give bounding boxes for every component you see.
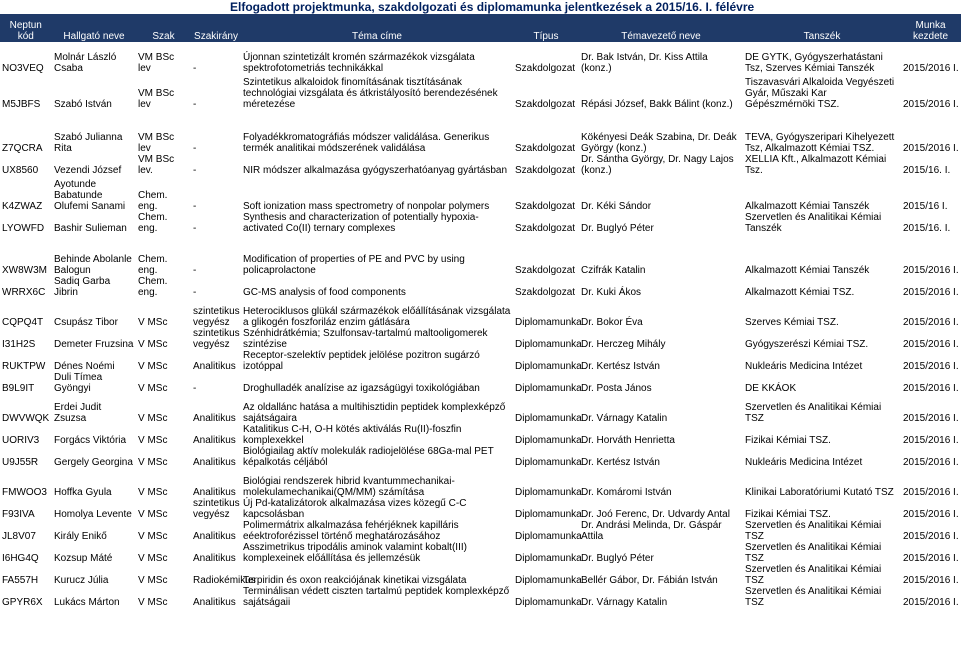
- cell-irany[interactable]: Analitikus: [193, 553, 236, 564]
- cell-nev[interactable]: Király Enikő: [54, 531, 107, 542]
- table-row: [0, 42, 960, 74]
- cell-kezdet[interactable]: 2015/16. I.: [903, 165, 951, 176]
- cell-tanszek[interactable]: DE KKÁOK: [745, 383, 797, 394]
- cell-tema[interactable]: Biológiailag aktív molekulák radiojelölése 68Ga-mal PET képalkotás céljából: [243, 446, 494, 468]
- sheet-title: Elfogadott projektmunka, szakdolgozati és diplomamunka jelentkezések a 2015/16. I. félévre: [230, 0, 755, 14]
- cell-tanszek[interactable]: Klinikai Laboratóriumi Kutató TSZ: [745, 487, 894, 498]
- table-body: [0, 42, 960, 608]
- table-row: [0, 234, 960, 276]
- cell-irany[interactable]: -: [193, 383, 197, 394]
- cell-tema[interactable]: Droghulladék analízise az igazságügyi toxikológiában: [243, 383, 480, 394]
- table-row: [0, 328, 960, 350]
- cell-kezdet[interactable]: 2015/2016 I.: [903, 435, 959, 446]
- header-tema[interactable]: Téma címe: [241, 14, 513, 42]
- cell-szak[interactable]: V MSc: [138, 457, 168, 468]
- cell-irany[interactable]: -: [193, 201, 197, 212]
- cell-szak[interactable]: V MSc: [138, 553, 168, 564]
- cell-nev[interactable]: Gergely Georgina: [54, 457, 133, 468]
- cell-tipus[interactable]: Diplomamunka: [515, 361, 582, 372]
- table-row: [0, 542, 960, 564]
- cell-kezdet[interactable]: 2015/2016 I.: [903, 487, 959, 498]
- cell-vezeto[interactable]: Répási József, Bakk Bálint (konz.): [581, 99, 733, 110]
- cell-vezeto[interactable]: Czifrák Katalin: [581, 265, 646, 276]
- cell-nev[interactable]: Bashir Sulieman: [54, 223, 127, 234]
- cell-szak[interactable]: VM BSc lev: [138, 88, 175, 110]
- cell-vezeto[interactable]: Dr. Buglyó Péter: [581, 223, 654, 234]
- cell-szak[interactable]: V MSc: [138, 317, 168, 328]
- cell-szak[interactable]: V MSc: [138, 575, 168, 586]
- header-name[interactable]: Hallgató neve: [52, 14, 136, 42]
- table-row: [0, 212, 960, 234]
- cell-kod[interactable]: XW8W3M: [2, 265, 47, 276]
- cell-nev[interactable]: Duli Tímea Gyöngyi: [54, 372, 103, 394]
- cell-irany[interactable]: Analitikus: [193, 531, 236, 542]
- cell-szak[interactable]: V MSc: [138, 413, 168, 424]
- cell-irany[interactable]: Analitikus: [193, 435, 236, 446]
- cell-irany[interactable]: Analitikus: [193, 457, 236, 468]
- cell-tema[interactable]: Soft ionization mass spectrometry of nonpolar polymers: [243, 201, 490, 212]
- cell-tanszek[interactable]: Szervetlen és Analitikai Kémiai Tanszék: [745, 212, 882, 234]
- cell-nev[interactable]: Szabó Julianna Rita: [54, 132, 123, 154]
- cell-tanszek[interactable]: Szervetlen és Analitikai Kémiai TSZ: [745, 402, 882, 424]
- header-tipus[interactable]: Típus: [513, 14, 579, 42]
- cell-kod[interactable]: F93IVA: [2, 509, 35, 520]
- cell-kezdet[interactable]: 2015/2016 I.: [903, 413, 959, 424]
- table-row: [0, 446, 960, 468]
- cell-irany[interactable]: szintetikus vegyész: [193, 306, 240, 328]
- cell-nev[interactable]: Dénes Noémi: [54, 361, 115, 372]
- cell-tipus[interactable]: Diplomamunka: [515, 487, 582, 498]
- cell-vezeto[interactable]: Dr. Várnagy Katalin: [581, 413, 668, 424]
- cell-kod[interactable]: JL8V07: [2, 531, 36, 542]
- header-szakirany[interactable]: Szakirány: [191, 14, 241, 42]
- cell-vezeto[interactable]: Bellér Gábor, Dr. Fábián István: [581, 575, 718, 586]
- table-row: [0, 110, 960, 154]
- cell-irany[interactable]: szintetikus vegyész: [193, 328, 240, 350]
- cell-tema[interactable]: Az oldallánc hatása a multihisztidin peptidek komplexképző sajátságaira: [243, 402, 506, 424]
- cell-tema[interactable]: Heterociklusos glükál származékok előállításának vizsgálata a glikogén foszforiláz enzim gátlására: [243, 306, 511, 328]
- cell-tema[interactable]: Újonnan szintetizált kromén származékok vizsgálata spektrofotometriás technikákkal: [243, 52, 475, 74]
- cell-szak[interactable]: VM BSc lev: [138, 132, 175, 154]
- cell-vezeto[interactable]: Dr. Joó Ferenc, Dr. Udvardy Antal: [581, 509, 730, 520]
- cell-tema[interactable]: Új Pd-katalizátorok alkalmazása vizes közegű C-C kapcsolásban: [243, 498, 467, 520]
- cell-szak[interactable]: Chem. eng.: [138, 190, 168, 212]
- cell-tema[interactable]: Szénhidrátkémia; Szulfonsav-tartalmú maltooligomerek szintézise: [243, 328, 488, 350]
- cell-vezeto[interactable]: Kökényesi Deák Szabina, Dr. Deák György (konz.): [581, 132, 737, 154]
- cell-tanszek[interactable]: Alkalmazott Kémiai Tanszék: [745, 201, 870, 212]
- cell-tanszek[interactable]: Szervetlen és Analitikai Kémiai TSZ: [745, 520, 882, 542]
- table-row: [0, 74, 960, 110]
- cell-tanszek[interactable]: XELLIA Kft., Alkalmazott Kémiai Tsz.: [745, 154, 887, 176]
- cell-vezeto[interactable]: Dr. Horváth Henrietta: [581, 435, 675, 446]
- cell-kod[interactable]: DWVWQK: [2, 413, 50, 424]
- cell-tanszek[interactable]: Tiszavasvári Alkaloida Vegyészeti Gyár, Műszaki Kar Gépészmérnöki TSZ.: [745, 77, 895, 110]
- cell-tipus[interactable]: Szakdolgozat: [515, 165, 576, 176]
- cell-tipus[interactable]: Diplomamunka: [515, 597, 582, 608]
- cell-vezeto[interactable]: Dr. Kéki Sándor: [581, 201, 652, 212]
- cell-kod[interactable]: K4ZWAZ: [2, 201, 43, 212]
- cell-tipus[interactable]: Diplomamunka: [515, 553, 582, 564]
- cell-kod[interactable]: Z7QCRA: [2, 143, 43, 154]
- cell-kod[interactable]: WRRX6C: [2, 287, 46, 298]
- cell-tema[interactable]: Receptor-szelektív peptidek jelölése pozitron sugárzó izotóppal: [243, 350, 480, 372]
- cell-kod[interactable]: UX8560: [2, 165, 39, 176]
- table-row: [0, 154, 960, 176]
- cell-tipus[interactable]: Diplomamunka: [515, 457, 582, 468]
- cell-kezdet[interactable]: 2015/2016 I.: [903, 575, 959, 586]
- cell-tanszek[interactable]: TEVA, Gyógyszeripari Kihelyezett Tsz, Alkalmazott Kémiai TSZ.: [745, 132, 895, 154]
- cell-szak[interactable]: V MSc: [138, 531, 168, 542]
- cell-szak[interactable]: V MSc: [138, 361, 168, 372]
- cell-irany[interactable]: -: [193, 287, 197, 298]
- cell-nev[interactable]: Szabó István: [54, 99, 112, 110]
- cell-kezdet[interactable]: 2015/2016 I.: [903, 339, 959, 350]
- cell-vezeto[interactable]: Dr. Bokor Éva: [581, 317, 643, 328]
- cell-tema[interactable]: Modification of properties of PE and PVC by using policaprolactone: [243, 254, 465, 276]
- cell-szak[interactable]: Chem. eng.: [138, 254, 168, 276]
- cell-nev[interactable]: Forgács Viktória: [54, 435, 127, 446]
- cell-tema[interactable]: Terminálisan védett ciszten tartalmú peptidek komplexképző sajátságaii: [243, 586, 510, 608]
- cell-tema[interactable]: Synthesis and characterization of potentially hypoxia-activated Co(II) ternary complexes: [243, 212, 479, 234]
- cell-nev[interactable]: Lukács Márton: [54, 597, 120, 608]
- cell-tema[interactable]: Polimermátrix alkalmazása fehérjéknek kapilláris eéektroforézissel történő meghatározásához: [243, 520, 459, 542]
- table-row: [0, 424, 960, 446]
- cell-tanszek[interactable]: Alkalmazott Kémiai TSZ.: [745, 287, 855, 298]
- cell-irany[interactable]: Analitikus: [193, 361, 236, 372]
- cell-nev[interactable]: Vezendi József: [54, 165, 122, 176]
- cell-nev[interactable]: Behinde Abolanle Balogun: [54, 254, 132, 276]
- cell-tipus[interactable]: Szakdolgozat: [515, 99, 576, 110]
- cell-kod[interactable]: RUKTPW: [2, 361, 46, 372]
- cell-kod[interactable]: FA557H: [2, 575, 39, 586]
- cell-vezeto[interactable]: Dr. Posta János: [581, 383, 652, 394]
- cell-tanszek[interactable]: Fizikai Kémiai TSZ.: [745, 509, 831, 520]
- cell-irany[interactable]: szintetikus vegyész: [193, 498, 240, 520]
- table-row: [0, 394, 960, 424]
- cell-irany[interactable]: -: [193, 265, 197, 276]
- cell-kod[interactable]: I6HG4Q: [2, 553, 39, 564]
- cell-irany[interactable]: -: [193, 99, 197, 110]
- cell-tipus[interactable]: Diplomamunka: [515, 531, 582, 542]
- cell-tipus[interactable]: Diplomamunka: [515, 317, 582, 328]
- cell-vezeto[interactable]: Dr. Bak István, Dr. Kiss Attila (konz.): [581, 52, 708, 74]
- cell-tanszek[interactable]: DE GYTK, Gyógyszerhatástani Tsz, Szerves Kémiai Tanszék: [745, 52, 883, 74]
- cell-tipus[interactable]: Diplomamunka: [515, 413, 582, 424]
- cell-kezdet[interactable]: 2015/2016 I.: [903, 265, 959, 276]
- cell-kezdet[interactable]: 2015/16 I.: [903, 201, 948, 212]
- cell-szak[interactable]: V MSc: [138, 597, 168, 608]
- cell-irany[interactable]: Analitikus: [193, 487, 236, 498]
- cell-nev[interactable]: Sadiq Garba Jibrin: [54, 276, 111, 298]
- cell-vezeto[interactable]: Dr. Kertész István: [581, 361, 660, 372]
- header-row: [0, 14, 960, 42]
- cell-tipus[interactable]: Szakdolgozat: [515, 63, 576, 74]
- cell-tanszek[interactable]: Alkalmazott Kémiai Tanszék: [745, 265, 870, 276]
- table-row: [0, 498, 960, 520]
- cell-tipus[interactable]: Szakdolgozat: [515, 223, 576, 234]
- cell-tipus[interactable]: Diplomamunka: [515, 339, 582, 350]
- cell-kezdet[interactable]: 2015/2016 I.: [903, 597, 959, 608]
- cell-nev[interactable]: Ayotunde Babatunde Olufemi Sanami: [54, 179, 126, 212]
- cell-tanszek[interactable]: Nukleáris Medicina Intézet: [745, 457, 863, 468]
- cell-tanszek[interactable]: Szerves Kémiai TSZ.: [745, 317, 839, 328]
- cell-tipus[interactable]: Szakdolgozat: [515, 143, 576, 154]
- cell-nev[interactable]: Csupász Tibor: [54, 317, 118, 328]
- cell-vezeto[interactable]: Dr. Sántha György, Dr. Nagy Lajos (konz.): [581, 154, 734, 176]
- cell-vezeto[interactable]: Dr. Herczeg Mihály: [581, 339, 666, 350]
- cell-kezdet[interactable]: 2015/2016 I.: [903, 317, 959, 328]
- cell-irany[interactable]: Analitikus: [193, 597, 236, 608]
- cell-kod[interactable]: LYOWFD: [2, 223, 45, 234]
- cell-tanszek[interactable]: Szervetlen és Analitikai Kémiai TSZ: [745, 586, 882, 608]
- cell-tipus[interactable]: Szakdolgozat: [515, 265, 576, 276]
- cell-kod[interactable]: CQPQ4T: [2, 317, 44, 328]
- header-temavezeto[interactable]: Témavezető neve: [579, 14, 743, 42]
- table-row: [0, 276, 960, 298]
- cell-kezdet[interactable]: 2015/16. I.: [903, 223, 951, 234]
- cell-vezeto[interactable]: Dr. Buglyó Péter: [581, 553, 654, 564]
- cell-tema[interactable]: Asszimetrikus tripodális aminok valamint kobalt(III) komplexeinek előállítása és jellemzésük: [243, 542, 467, 564]
- applications-table: [0, 14, 961, 608]
- cell-kod[interactable]: U9J55R: [2, 457, 39, 468]
- cell-kod[interactable]: FMWOO3: [2, 487, 47, 498]
- cell-szak[interactable]: Chem. eng.: [138, 212, 168, 234]
- cell-kod[interactable]: NO3VEQ: [2, 63, 44, 74]
- table-row: [0, 298, 960, 328]
- cell-vezeto[interactable]: Dr. Kertész István: [581, 457, 660, 468]
- cell-tanszek[interactable]: Szervetlen és Analitikai Kémiai TSZ: [745, 542, 882, 564]
- header-kezdet[interactable]: Munka kezdete: [901, 14, 960, 42]
- cell-tanszek[interactable]: Szervetlen és Analitikai Kémiai TSZ: [745, 564, 882, 586]
- cell-nev[interactable]: Hoffka Gyula: [54, 487, 112, 498]
- cell-kod[interactable]: GPYR6X: [2, 597, 43, 608]
- cell-tanszek[interactable]: Fizikai Kémiai TSZ.: [745, 435, 831, 446]
- cell-nev[interactable]: Homolya Levente: [54, 509, 132, 520]
- cell-kezdet[interactable]: 2015/2016 I.: [903, 457, 959, 468]
- cell-tema[interactable]: GC-MS analysis of food components: [243, 287, 406, 298]
- table-row: [0, 350, 960, 372]
- cell-kezdet[interactable]: 2015/2016 I.: [903, 143, 959, 154]
- cell-kod[interactable]: UORIV3: [2, 435, 40, 446]
- cell-szak[interactable]: V MSc: [138, 487, 168, 498]
- table-row: [0, 372, 960, 394]
- table-row: [0, 520, 960, 542]
- cell-kezdet[interactable]: 2015/2016 I.: [903, 553, 959, 564]
- cell-irany[interactable]: -: [193, 63, 197, 74]
- cell-kod[interactable]: B9L9IT: [2, 383, 35, 394]
- cell-vezeto[interactable]: Dr. Várnagy Katalin: [581, 597, 668, 608]
- cell-nev[interactable]: Molnár László Csaba: [54, 52, 117, 74]
- cell-vezeto[interactable]: Dr. Komáromi István: [581, 487, 672, 498]
- cell-irany[interactable]: -: [193, 223, 197, 234]
- cell-szak[interactable]: VM BSc lev.: [138, 154, 175, 176]
- table-row: [0, 468, 960, 498]
- table-row: [0, 176, 960, 212]
- cell-tema[interactable]: Biológiai rendszerek hibrid kvantummechanikai-molekulamechanikai(QM/MM) számítása: [243, 476, 455, 498]
- cell-irany[interactable]: Radiokémikus: [193, 575, 256, 586]
- cell-tipus[interactable]: Szakdolgozat: [515, 287, 576, 298]
- cell-tipus[interactable]: Szakdolgozat: [515, 201, 576, 212]
- cell-kezdet[interactable]: 2015/2016 I.: [903, 287, 959, 298]
- cell-tipus[interactable]: Diplomamunka: [515, 509, 582, 520]
- cell-nev[interactable]: Erdei Judit Zsuzsa: [54, 402, 102, 424]
- cell-tema[interactable]: NIR módszer alkalmazása gyógyszerhatóanyag gyártásban: [243, 165, 508, 176]
- cell-tipus[interactable]: Diplomamunka: [515, 435, 582, 446]
- cell-nev[interactable]: Demeter Fruzsina: [54, 339, 134, 350]
- cell-kezdet[interactable]: 2015/2016 I.: [903, 63, 959, 74]
- header-tanszek[interactable]: Tanszék: [743, 14, 901, 42]
- cell-kod[interactable]: I31H2S: [2, 339, 36, 350]
- cell-vezeto[interactable]: Dr. Andrási Melinda, Dr. Gáspár Attila: [581, 520, 722, 542]
- cell-tanszek[interactable]: Nukleáris Medicina Intézet: [745, 361, 863, 372]
- cell-kezdet[interactable]: 2015/2016 I.: [903, 383, 959, 394]
- cell-szak[interactable]: V MSc: [138, 339, 168, 350]
- cell-irany[interactable]: -: [193, 165, 197, 176]
- cell-tema[interactable]: Folyadékkromatográfiás módszer validálása. Generikus termék analitikai módszerének validálása: [243, 132, 490, 154]
- cell-tipus[interactable]: Diplomamunka: [515, 383, 582, 394]
- cell-kod[interactable]: M5JBFS: [2, 99, 41, 110]
- table-row: [0, 586, 960, 608]
- cell-kezdet[interactable]: 2015/2016 I.: [903, 531, 959, 542]
- cell-szak[interactable]: VM BSc lev: [138, 52, 175, 74]
- cell-kezdet[interactable]: 2015/2016 I.: [903, 509, 959, 520]
- cell-szak[interactable]: V MSc: [138, 509, 168, 520]
- cell-kezdet[interactable]: 2015/2016 I.: [903, 99, 959, 110]
- cell-szak[interactable]: V MSc: [138, 383, 168, 394]
- cell-vezeto[interactable]: Dr. Kuki Ákos: [581, 287, 642, 298]
- cell-nev[interactable]: Kurucz Júlia: [54, 575, 109, 586]
- cell-nev[interactable]: Kozsup Máté: [54, 553, 113, 564]
- header-neptun[interactable]: Neptun kód: [0, 14, 52, 42]
- cell-tipus[interactable]: Diplomamunka: [515, 575, 582, 586]
- cell-tema[interactable]: Terpiridin és oxon reakciójának kinetikai vizsgálata: [243, 575, 467, 586]
- cell-tema[interactable]: Szintetikus alkaloidok finomításának tisztításának technológiai vizsgálata és átkristályosító berendezésének méretezése: [243, 77, 498, 110]
- cell-kezdet[interactable]: 2015/2016 I.: [903, 361, 959, 372]
- table-row: [0, 564, 960, 586]
- header-szak[interactable]: Szak: [136, 14, 191, 42]
- cell-irany[interactable]: Analitikus: [193, 413, 236, 424]
- cell-tema[interactable]: Katalitikus C-H, O-H kötés aktiválás Ru(II)-foszfin komplexekkel: [243, 424, 462, 446]
- cell-irany[interactable]: -: [193, 143, 197, 154]
- cell-tanszek[interactable]: Gyógyszerészi Kémiai TSZ.: [745, 339, 869, 350]
- cell-szak[interactable]: V MSc: [138, 435, 168, 446]
- cell-szak[interactable]: Chem. eng.: [138, 276, 168, 298]
